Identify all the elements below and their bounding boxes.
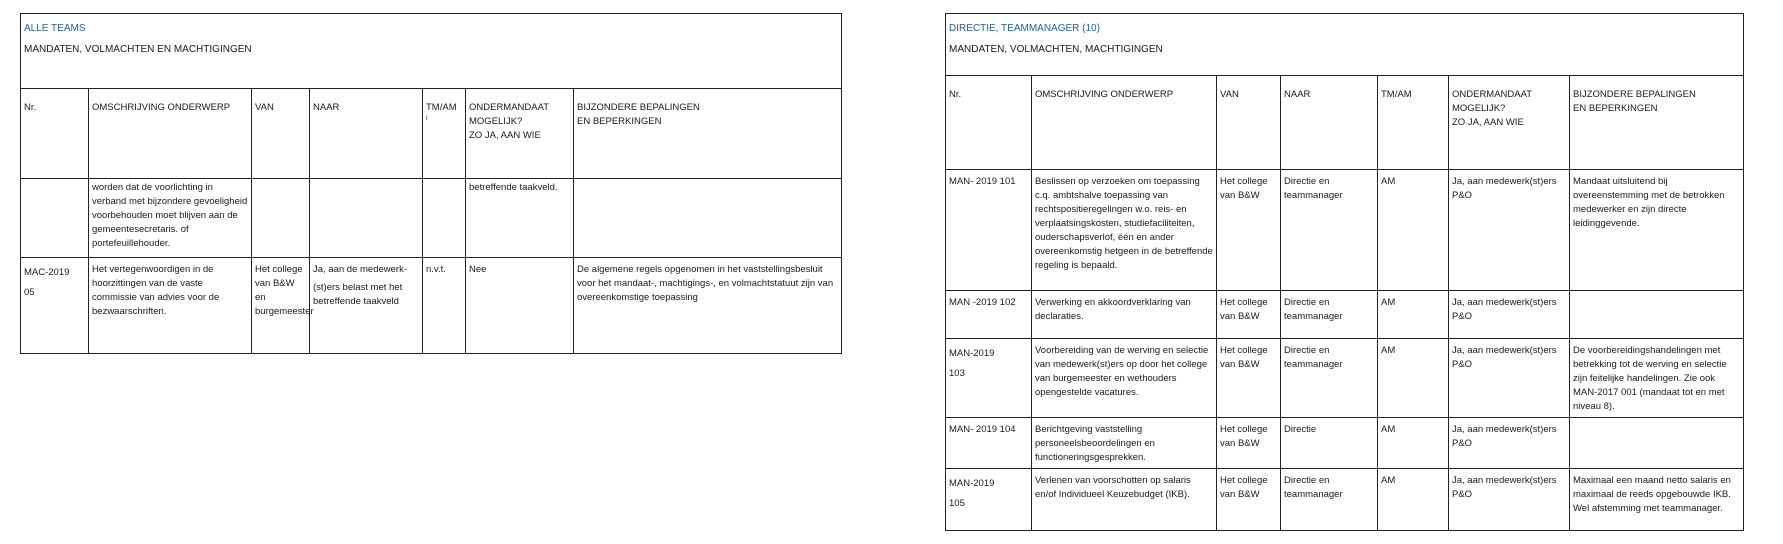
cell-nr: MAN- 2019 104	[946, 418, 1032, 469]
cell-tmam: AM	[1378, 418, 1449, 469]
table-row	[21, 258, 842, 354]
header-ondermandaat-l3: ZO JA, AAN WIE	[1452, 117, 1524, 128]
cell-bijzondere: Mandaat uitsluitend bij overeenstemming met de betrokken medewerker en zijn directe leidinggevende.	[1570, 170, 1744, 291]
cell-tmam: AM	[1378, 339, 1449, 418]
cell-nr	[946, 339, 1032, 418]
header-omschrijving: OMSCHRIJVING ONDERWERP	[1032, 76, 1217, 170]
cell-tmam	[423, 179, 466, 258]
cell-naar: Directie	[1281, 418, 1378, 469]
cell-omschrijving: Voorbereiding van de werving en selectie van medewerk(st)ers op door het college van burgemeester en wethouders opengestelde vacatures.	[1032, 339, 1217, 418]
table-subtitle: MANDATEN, VOLMACHTEN, MACHTIGINGEN	[949, 44, 1163, 55]
cell-naar: Directie en teammanager	[1281, 170, 1378, 291]
cell-ondermandaat: Ja, aan medewerk(st)ers P&O	[1449, 469, 1570, 531]
cell-nr-line1: MAC-2019	[24, 267, 70, 278]
cell-naar	[310, 258, 423, 354]
right-table	[945, 13, 1744, 531]
right-mandate-table	[945, 13, 1744, 531]
cell-bijzondere: De algemene regels opgenomen in het vaststellingsbesluit voor het mandaat-, machtigings-, en volmachtstatuut zijn van overeenkomstige toepassing	[574, 258, 842, 354]
cell-van: Het college van B&W en burgemeester	[252, 258, 310, 354]
cell-nr: MAN -2019 102	[946, 291, 1032, 339]
header-ondermandaat-l1: ONDERMANDAAT	[1452, 89, 1533, 100]
header-tmam: TM/AM	[1378, 76, 1449, 170]
cell-naar-line1: Ja, aan de medewerk-	[313, 264, 407, 275]
table-subtitle: MANDATEN, VOLMACHTEN EN MACHTIGINGEN	[24, 44, 252, 55]
header-naar: NAAR	[310, 89, 423, 179]
left-title-cell	[21, 14, 842, 89]
header-bijzondere	[1570, 76, 1744, 170]
header-bijzondere-l2: EN BEPERKINGEN	[577, 116, 662, 127]
cell-naar: Directie en teammanager	[1281, 469, 1378, 531]
cell-nr	[946, 469, 1032, 531]
header-omschrijving: OMSCHRIJVING ONDERWERP	[89, 89, 252, 179]
cell-tmam: AM	[1378, 469, 1449, 531]
cell-nr	[21, 179, 89, 258]
cell-van: Het college van B&W	[1217, 170, 1281, 291]
cell-tmam: n.v.t.	[423, 258, 466, 354]
cell-bijzondere: Maximaal een maand netto salaris en maximaal de reeds opgebouwde IKB. Wel afstemming met teammanager.	[1570, 469, 1744, 531]
cell-nr-line2: 05	[24, 287, 35, 298]
left-mandate-table	[20, 13, 842, 354]
cell-ondermandaat: Ja, aan medewerk(st)ers P&O	[1449, 170, 1570, 291]
header-tmam	[423, 89, 466, 179]
table-row	[946, 418, 1744, 469]
cell-ondermandaat: betreffende taakveld.	[466, 179, 574, 258]
cell-nr	[21, 258, 89, 354]
cell-nr-line1: MAN-2019	[949, 478, 995, 489]
header-ondermandaat-l3: ZO JA, AAN WIE	[469, 130, 541, 141]
team-title: DIRECTIE, TEAMMANAGER (10)	[949, 23, 1100, 34]
cell-ondermandaat: Ja, aan medewerk(st)ers P&O	[1449, 418, 1570, 469]
cell-naar: Directie en teammanager	[1281, 339, 1378, 418]
cell-naar: Directie en teammanager	[1281, 291, 1378, 339]
header-row	[21, 89, 842, 179]
header-row	[946, 76, 1744, 170]
cell-van: Het college van B&W	[1217, 339, 1281, 418]
cell-naar-line2: (st)ers belast met het betreffende taakveld	[313, 282, 403, 307]
cell-nr: MAN- 2019 101	[946, 170, 1032, 291]
cell-van: Het college van B&W	[1217, 291, 1281, 339]
cell-omschrijving: worden dat de voorlichting in verband met bijzondere gevoeligheid voorbehouden moet blijven aan de gemeentesecretaris. of portefeuillehouder.	[89, 179, 252, 258]
cell-bijzondere	[574, 179, 842, 258]
cell-van	[252, 179, 310, 258]
cell-nr-line2: 103	[949, 368, 965, 379]
table-row	[946, 170, 1744, 291]
team-title: ALLE TEAMS	[24, 23, 86, 34]
cell-omschrijving: Het vertegenwoordigen in de hoorzittingen van de vaste commissie van advies voor de bezwaarschriften.	[89, 258, 252, 354]
cell-ondermandaat: Ja, aan medewerk(st)ers P&O	[1449, 339, 1570, 418]
header-van: VAN	[1217, 76, 1281, 170]
cell-omschrijving: Beslissen op verzoeken om toepassing c.q. ambtshalve toepassing van rechtspositieregelingen w.o. reis- en verplaatsingskosten, studiefaciliteiten, ouderschapsverlof, één en ander overeenkomstig hetgeen in de betreffende regeling is bepaald.	[1032, 170, 1217, 291]
cell-omschrijving: Verwerking en akkoordverklaring van declaraties.	[1032, 291, 1217, 339]
header-naar: NAAR	[1281, 76, 1378, 170]
cell-nr-line1: MAN-2019	[949, 348, 995, 359]
header-ondermandaat-l2: MOGELIJK?	[469, 116, 523, 127]
header-bijzondere-l2: EN BEPERKINGEN	[1573, 103, 1658, 114]
header-ondermandaat	[466, 89, 574, 179]
header-bijzondere-l1: BIJZONDERE BEPALINGEN	[577, 102, 700, 113]
header-ondermandaat-l1: ONDERMANDAAT	[469, 102, 550, 113]
table-row	[946, 291, 1744, 339]
header-nr: Nr.	[21, 89, 89, 179]
header-ondermandaat-l2: MOGELIJK?	[1452, 103, 1506, 114]
header-ondermandaat	[1449, 76, 1570, 170]
header-tmam-mark: I	[426, 116, 428, 122]
header-bijzondere-l1: BIJZONDERE BEPALINGEN	[1573, 89, 1696, 100]
cell-van: Het college van B&W	[1217, 469, 1281, 531]
table-row	[21, 179, 842, 258]
cell-nr-line2: 105	[949, 498, 965, 509]
cell-bijzondere: De voorbereidingshandelingen met betrekking tot de werving en selectie zijn feitelijke handelingen. Zie ook MAN-2017 001 (mandaat tot en met niveau 8).	[1570, 339, 1744, 418]
cell-ondermandaat: Nee	[466, 258, 574, 354]
table-row	[946, 469, 1744, 531]
cell-van: Het college van B&W	[1217, 418, 1281, 469]
cell-tmam: AM	[1378, 170, 1449, 291]
header-tmam-label: TM/AM	[426, 102, 457, 113]
cell-omschrijving: Berichtgeving vaststelling personeelsbeoordelingen en functioneringsgesprekken.	[1032, 418, 1217, 469]
left-table	[20, 13, 842, 354]
header-bijzondere	[574, 89, 842, 179]
cell-bijzondere	[1570, 291, 1744, 339]
cell-bijzondere	[1570, 418, 1744, 469]
header-van: VAN	[252, 89, 310, 179]
cell-naar	[310, 179, 423, 258]
right-title-cell	[946, 14, 1744, 76]
header-nr: Nr.	[946, 76, 1032, 170]
cell-tmam: AM	[1378, 291, 1449, 339]
cell-ondermandaat: Ja, aan medewerk(st)ers P&O	[1449, 291, 1570, 339]
cell-omschrijving: Verlenen van voorschotten op salaris en/of Individueel Keuzebudget (IKB).	[1032, 469, 1217, 531]
table-row	[946, 339, 1744, 418]
